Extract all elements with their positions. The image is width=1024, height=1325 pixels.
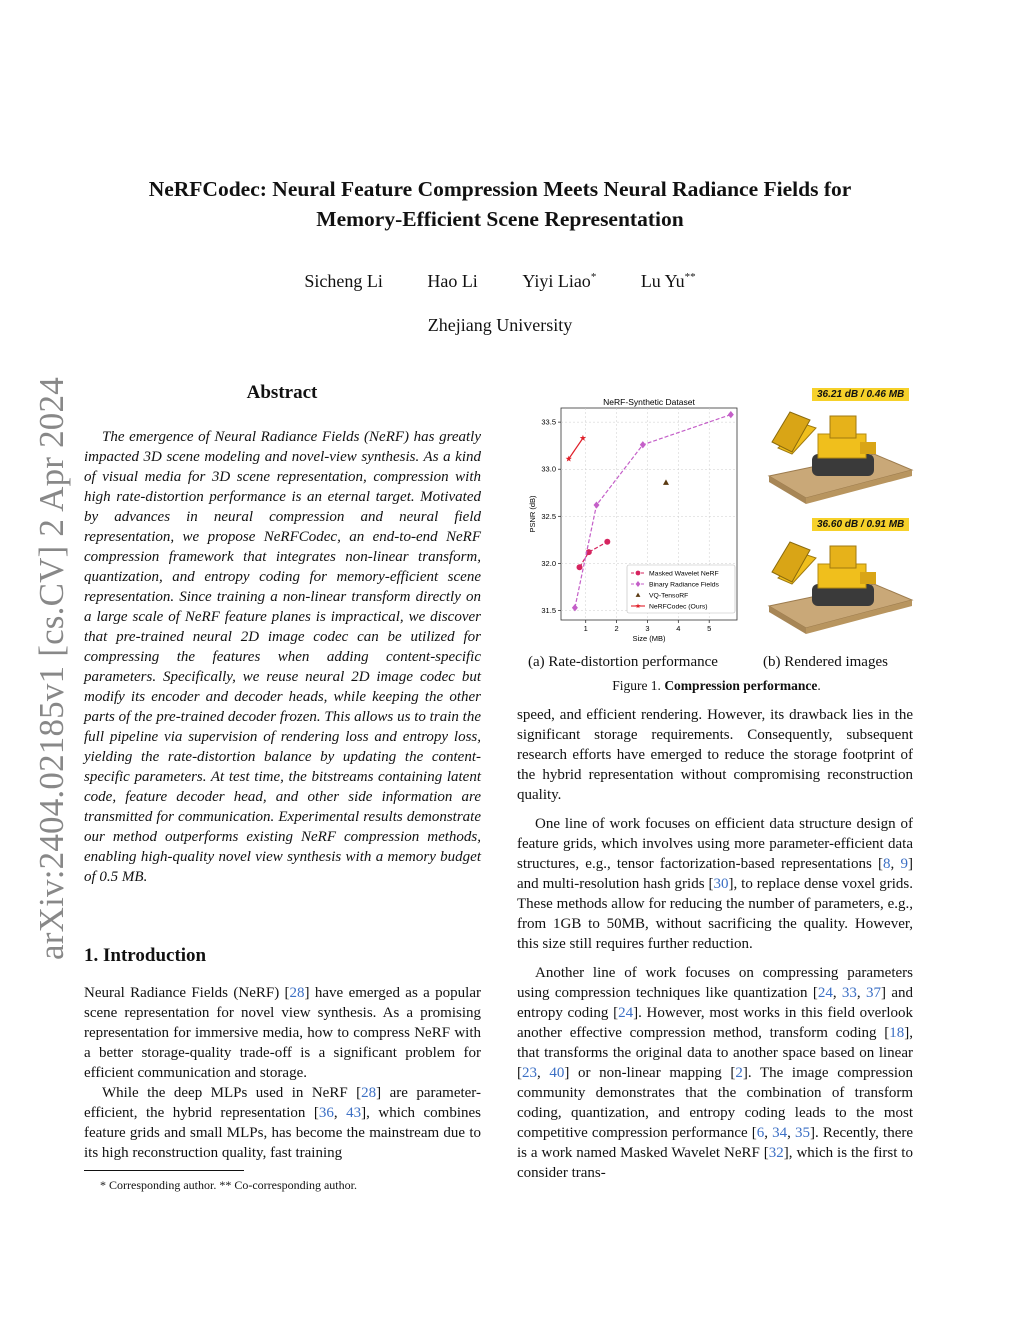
author-3: Yiyi Liao* — [522, 271, 597, 291]
abstract-heading: Abstract — [246, 382, 318, 403]
citation-link[interactable]: 2 — [735, 1065, 743, 1081]
lego-bulldozer-icon — [769, 542, 912, 634]
y-tick-label: 33.5 — [541, 417, 556, 427]
legend-label: VQ-TensoRF — [649, 592, 689, 600]
y-tick-label: 33.0 — [541, 464, 556, 474]
title-line-1: NeRFCodec: Neural Feature Compression Meets Neural Radiance Fields for — [148, 177, 852, 201]
legend — [627, 565, 735, 613]
citation-link[interactable]: 28 — [289, 985, 305, 1001]
citation-link[interactable]: 8 — [883, 856, 891, 872]
citation-link[interactable]: 30 — [713, 876, 729, 892]
x-axis-label: Size (MB) — [632, 634, 666, 643]
footnote: * Corresponding author. ** Co-corresponding author. — [100, 1178, 357, 1192]
citation-link[interactable]: 37 — [866, 985, 881, 1001]
y-tick-label: 32.0 — [541, 558, 556, 568]
author-2: Hao Li — [427, 271, 478, 291]
x-tick-label: 5 — [707, 624, 712, 633]
title-line-2: Memory-Efficient Scene Representation — [316, 207, 684, 231]
author-list — [0, 271, 1000, 292]
legend-label: Masked Wavelet NeRF — [649, 570, 719, 578]
rd-chart — [525, 393, 750, 648]
intro-paragraph-3: speed, and efficient rendering. However, its drawback lies in the significant storage requirements. Consequently, subsequent research efforts have emerged to reduce the storage footprint of the hybrid representation without compromising reconstruction quality. — [517, 707, 913, 803]
lego-bulldozer-icon — [769, 412, 912, 504]
affiliation: Zhejiang University — [427, 315, 573, 335]
citation-link[interactable]: 43 — [346, 1105, 362, 1121]
introduction-heading: 1. Introduction — [84, 945, 207, 966]
subcaption-b: (b) Rendered images — [763, 654, 888, 670]
x-tick-label: 1 — [583, 624, 588, 633]
intro-left-column — [84, 983, 481, 1163]
author-1: Sicheng Li — [304, 271, 383, 291]
legend-marker — [636, 571, 641, 576]
footnote-rule — [84, 1170, 244, 1171]
citation-link[interactable]: 24 — [618, 1005, 634, 1021]
intro-right-column — [517, 705, 913, 1183]
rendered-image-top — [764, 398, 914, 508]
citation-link[interactable]: 28 — [361, 1085, 377, 1101]
arxiv-stamp — [4, 360, 71, 960]
intro-paragraph-5: Another line of work focuses on compressing parameters using compression techniques like quantization [24, 33, 37] and entropy coding [24]. However, most works in this field overlook another effective compression method, transform coding [18], that transforms the original data to another space based on linear [23, 40] or non-linear mapping [2]. The image compression community demonstrates that the combination of transform coding, quantization, and entropy coding leads to the most competitive compression performance [6, 34, 35]. Recently, there is a work named Masked Wavelet NeRF [32], which is the first to consider trans- — [517, 965, 914, 1181]
citation-link[interactable]: 23 — [522, 1065, 537, 1081]
citation-link[interactable]: 9 — [900, 856, 908, 872]
paper-title — [60, 174, 940, 234]
data-point — [577, 564, 583, 570]
citation-link[interactable]: 33 — [841, 985, 857, 1001]
chart-title: NeRF-Synthetic Dataset — [603, 397, 695, 407]
legend-label: NeRFCodec (Ours) — [649, 603, 708, 611]
citation-link[interactable]: 6 — [756, 1125, 765, 1141]
author-4: Lu Yu** — [640, 271, 696, 291]
arxiv-id: arXiv:2404.02185v1 [cs.CV] 2 Apr 2024 — [32, 377, 71, 960]
citation-link[interactable]: 34 — [772, 1125, 788, 1141]
citation-link[interactable]: 40 — [549, 1065, 565, 1081]
render-badge-bottom: 36.60 dB / 0.91 MB — [812, 514, 909, 532]
intro-paragraph-4: One line of work focuses on efficient data structure design of feature grids, which involves using more parameter-efficient data structures, e.g., tensor factorization-based representations [8, 9] and multi-resolution hash grids [30], to replace dense voxel grids. These methods allow for reducing the number of parameters, e.g., from 1GB to 50MB, without sacrificing the quality. However, this size still requires further reduction. — [517, 816, 914, 952]
figure-caption: Figure 1. Compression performance. — [612, 678, 821, 693]
x-tick-label: 2 — [614, 624, 619, 633]
citation-link[interactable]: 24 — [817, 985, 833, 1001]
citation-link[interactable]: 18 — [889, 1025, 905, 1041]
citation-link[interactable]: 36 — [318, 1105, 334, 1121]
x-tick-label: 3 — [645, 624, 650, 633]
intro-paragraph-2: While the deep MLPs used in NeRF [28] are parameter-efficient, the hybrid representation [36, 43], which combines feature grids and small MLPs, has become the mainstream due to its high reconstruction quality, fast training — [84, 1085, 482, 1161]
rendered-image-bottom — [764, 528, 914, 638]
intro-paragraph-1: Neural Radiance Fields (NeRF) [28] have emerged as a popular scene representation for novel view synthesis. As a promising representation for immersive media, how to compress NeRF with a better storage-quality trade-off is a significant problem for efficient communication and storage. — [84, 985, 481, 1081]
data-point — [604, 539, 610, 545]
citation-link[interactable]: 35 — [794, 1125, 810, 1141]
y-tick-label: 32.5 — [541, 511, 556, 521]
y-tick-label: 31.5 — [541, 606, 556, 616]
legend-label: Binary Radiance Fields — [649, 581, 719, 589]
y-axis-label: PSNR (dB) — [528, 495, 537, 533]
render-badge-top: 36.21 dB / 0.46 MB — [812, 384, 909, 402]
x-tick-label: 4 — [676, 624, 681, 633]
subcaption-a: (a) Rate-distortion performance — [528, 654, 718, 670]
abstract-text: The emergence of Neural Radiance Fields (NeRF) has greatly impacted 3D scene modeling and novel-view synthesis. As a kind of visual media for 3D scene representation, compression with high rate-distortion performance is an eternal target. Motivated by advances in neural compression and neural field representation, we propose NeRFCodec, an end-to-end NeRF compression framework that integrates non-linear transform, quantization, and entropy coding for memory-efficient scene representation. Since training a non-linear transform directly on a large scale of NeRF feature planes is impractical, we discover that pre-trained neural 2D image codec can be utilized for compressing the features when adding content-specific parameters. Specifically, we reuse neural 2D image codec but modify its encoder and decoder heads, while keeping the other parts of the pre-trained decoder frozen. This allows us to train the full pipeline via supervision of rendering loss and entropy loss, yielding the rate-distortion balance by updating the content-specific parameters. At test time, the bitstreams containing latent code, feature decoder head, and other side information are transmitted for communication. Experimental results demonstrate our method outperforms existing NeRF compression methods, enabling high-quality novel view synthesis with a memory budget of 0.5 MB. — [84, 429, 481, 885]
citation-link[interactable]: 32 — [768, 1145, 784, 1161]
